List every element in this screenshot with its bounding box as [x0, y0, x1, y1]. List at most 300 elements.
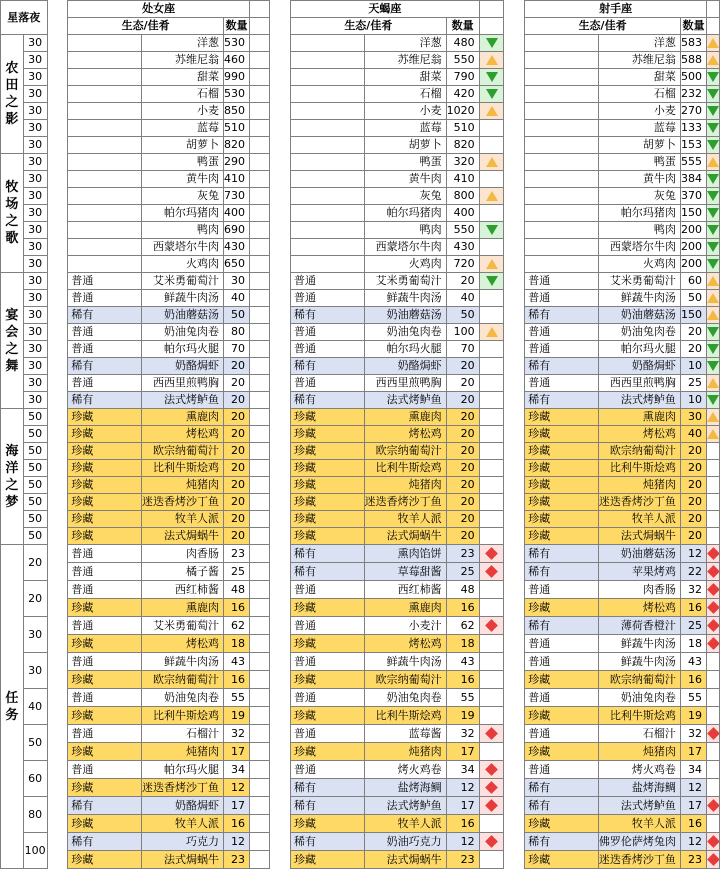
trend-cell — [707, 797, 720, 815]
item-quantity: 10 — [680, 392, 706, 409]
column-gap — [504, 307, 525, 324]
level-cell: 50 — [23, 528, 47, 545]
red-diamond-icon — [707, 547, 720, 560]
down-triangle-icon — [486, 225, 498, 235]
level-cell: 30 — [23, 341, 47, 358]
item-quantity: 20 — [446, 528, 479, 545]
trend-cell — [707, 443, 720, 460]
down-triangle-icon — [707, 174, 719, 184]
item-name: 蓝莓 — [598, 120, 680, 137]
column-gap — [47, 154, 68, 171]
rarity-tag: 珍藏 — [525, 511, 599, 528]
item-quantity: 55 — [446, 689, 479, 707]
item-name: 灰兔 — [142, 188, 224, 205]
column-gap — [47, 581, 68, 599]
trend-cell — [250, 815, 270, 833]
up-triangle-icon — [486, 327, 498, 337]
down-triangle-icon — [486, 38, 498, 48]
item-name: 草莓甜酱 — [364, 563, 446, 581]
level-cell: 30 — [23, 86, 47, 103]
item-quantity: 20 — [446, 477, 479, 494]
column-gap — [47, 239, 68, 256]
rarity-tag: 普通 — [525, 635, 599, 653]
column-gap — [270, 273, 291, 290]
down-triangle-icon — [707, 327, 719, 337]
column-gap — [504, 154, 525, 171]
item-name: 帕尔玛猪肉 — [364, 205, 446, 222]
column-gap — [504, 545, 525, 563]
column-gap — [270, 725, 291, 743]
trend-cell — [479, 851, 504, 869]
rarity-tag: 珍藏 — [291, 851, 365, 869]
rarity-tag — [291, 35, 365, 52]
item-quantity: 650 — [224, 256, 250, 273]
red-diamond-icon — [485, 835, 498, 848]
column-gap — [270, 341, 291, 358]
item-name: 甜菜 — [142, 69, 224, 86]
item-name: 小麦 — [364, 103, 446, 120]
item-name: 烤松鸡 — [142, 426, 224, 443]
item-quantity: 12 — [680, 545, 706, 563]
rarity-tag: 珍藏 — [68, 426, 142, 443]
column-gap — [47, 1, 68, 18]
item-quantity: 17 — [224, 797, 250, 815]
item-name: 欧宗纳葡萄汁 — [364, 671, 446, 689]
item-quantity: 20 — [446, 426, 479, 443]
column-gap — [270, 528, 291, 545]
trend-column-header — [707, 18, 720, 35]
item-name: 法式烤鲈鱼 — [142, 392, 224, 409]
red-diamond-icon — [707, 619, 720, 632]
rarity-tag: 普通 — [68, 653, 142, 671]
rarity-tag — [525, 86, 599, 103]
item-name: 奶油蘑菇汤 — [598, 307, 680, 324]
item-quantity: 150 — [680, 205, 706, 222]
trend-cell — [707, 188, 720, 205]
rarity-tag — [68, 256, 142, 273]
item-quantity: 18 — [224, 635, 250, 653]
rarity-tag — [68, 188, 142, 205]
column-gap — [504, 761, 525, 779]
item-quantity: 32 — [224, 725, 250, 743]
section-label: 任务 — [1, 545, 24, 869]
trend-cell — [707, 833, 720, 851]
trend-cell — [479, 477, 504, 494]
trend-cell — [707, 635, 720, 653]
trend-cell — [250, 341, 270, 358]
rarity-tag: 珍藏 — [525, 443, 599, 460]
item-quantity: 25 — [446, 563, 479, 581]
trend-cell — [707, 256, 720, 273]
item-quantity: 12 — [680, 779, 706, 797]
item-quantity: 20 — [680, 511, 706, 528]
column-gap — [47, 743, 68, 761]
item-quantity: 232 — [680, 86, 706, 103]
item-quantity: 410 — [224, 171, 250, 188]
item-quantity: 20 — [680, 528, 706, 545]
column-gap — [504, 563, 525, 581]
rarity-tag: 珍藏 — [68, 477, 142, 494]
level-cell: 30 — [23, 617, 47, 653]
down-triangle-icon — [707, 208, 719, 218]
column-gap — [504, 341, 525, 358]
trend-cell — [479, 120, 504, 137]
trend-cell — [250, 707, 270, 725]
item-name: 艾米勇葡萄汁 — [598, 273, 680, 290]
column-gap — [47, 222, 68, 239]
column-gap — [47, 671, 68, 689]
item-name: 蓝莓 — [142, 120, 224, 137]
item-name: 欧宗纳葡萄汁 — [142, 671, 224, 689]
trend-cell — [479, 375, 504, 392]
column-gap — [504, 443, 525, 460]
trend-cell — [479, 52, 504, 69]
item-quantity: 20 — [224, 460, 250, 477]
column-gap — [270, 35, 291, 52]
rarity-tag: 普通 — [68, 273, 142, 290]
up-triangle-icon — [707, 276, 719, 286]
red-diamond-icon — [707, 853, 720, 866]
zone-header: 处女座 — [68, 1, 250, 18]
column-gap — [47, 341, 68, 358]
item-name: 迷迭香烤沙丁鱼 — [142, 779, 224, 797]
rarity-tag: 稀有 — [68, 307, 142, 324]
item-quantity: 20 — [680, 460, 706, 477]
rarity-tag: 稀有 — [525, 617, 599, 635]
rarity-tag — [291, 154, 365, 171]
level-cell: 30 — [23, 52, 47, 69]
column-gap — [504, 120, 525, 137]
item-name: 奶油兔肉卷 — [598, 689, 680, 707]
trend-cell — [250, 494, 270, 511]
item-quantity: 530 — [224, 35, 250, 52]
rarity-tag: 珍藏 — [291, 443, 365, 460]
level-cell: 80 — [23, 797, 47, 833]
item-quantity: 588 — [680, 52, 706, 69]
level-cell: 30 — [23, 239, 47, 256]
item-column-header: 生态/佳肴 — [68, 18, 224, 35]
up-triangle-icon — [707, 378, 719, 388]
item-quantity: 583 — [680, 35, 706, 52]
trend-cell — [707, 69, 720, 86]
level-cell: 40 — [23, 689, 47, 725]
up-triangle-icon — [707, 157, 719, 167]
column-gap — [270, 86, 291, 103]
column-gap — [504, 69, 525, 86]
column-gap — [270, 392, 291, 409]
item-name: 胡萝卜 — [142, 137, 224, 154]
item-quantity: 17 — [680, 797, 706, 815]
rarity-tag: 稀有 — [525, 563, 599, 581]
item-quantity: 20 — [224, 511, 250, 528]
rarity-tag — [525, 120, 599, 137]
trend-cell — [707, 851, 720, 869]
item-name: 牧羊人派 — [598, 815, 680, 833]
item-quantity: 32 — [680, 581, 706, 599]
column-gap — [47, 528, 68, 545]
trend-cell — [707, 494, 720, 511]
rarity-tag: 稀有 — [291, 833, 365, 851]
column-gap — [270, 671, 291, 689]
column-gap — [270, 833, 291, 851]
item-quantity: 16 — [680, 599, 706, 617]
column-gap — [504, 725, 525, 743]
column-gap — [47, 375, 68, 392]
item-column-header: 生态/佳肴 — [525, 18, 681, 35]
column-gap — [270, 137, 291, 154]
column-gap — [504, 375, 525, 392]
up-triangle-icon — [707, 310, 719, 320]
item-name: 烤松鸡 — [598, 426, 680, 443]
column-gap — [270, 443, 291, 460]
item-quantity: 48 — [224, 581, 250, 599]
trend-cell — [707, 239, 720, 256]
column-gap — [270, 797, 291, 815]
rarity-tag: 珍藏 — [291, 815, 365, 833]
rarity-tag — [68, 103, 142, 120]
level-cell: 60 — [23, 761, 47, 797]
up-triangle-icon — [486, 157, 498, 167]
column-gap — [270, 426, 291, 443]
item-quantity: 23 — [224, 851, 250, 869]
column-gap — [47, 273, 68, 290]
trend-cell — [479, 707, 504, 725]
level-cell: 30 — [23, 358, 47, 375]
trend-cell — [250, 563, 270, 581]
section-label: 牧场之歌 — [1, 154, 24, 273]
trend-cell — [250, 743, 270, 761]
rarity-tag: 稀有 — [525, 358, 599, 375]
rarity-tag — [291, 103, 365, 120]
trend-cell — [707, 581, 720, 599]
trend-cell — [707, 528, 720, 545]
trend-cell — [707, 653, 720, 671]
trend-cell — [250, 409, 270, 426]
item-quantity: 12 — [224, 833, 250, 851]
item-name: 奶酪焗虾 — [598, 358, 680, 375]
rarity-tag: 普通 — [291, 324, 365, 341]
item-name: 比利牛斯烩鸡 — [364, 460, 446, 477]
item-quantity: 34 — [224, 761, 250, 779]
item-name: 鸭蛋 — [598, 154, 680, 171]
rarity-tag: 稀有 — [525, 797, 599, 815]
column-gap — [270, 154, 291, 171]
trend-cell — [250, 86, 270, 103]
level-cell: 30 — [23, 273, 47, 290]
rarity-tag: 普通 — [291, 689, 365, 707]
item-name: 西蒙塔尔牛肉 — [142, 239, 224, 256]
column-gap — [504, 743, 525, 761]
trend-cell — [707, 120, 720, 137]
item-quantity: 19 — [224, 707, 250, 725]
item-name: 烤火鸡卷 — [598, 761, 680, 779]
item-quantity: 20 — [680, 443, 706, 460]
up-triangle-icon — [486, 259, 498, 269]
trend-cell — [479, 797, 504, 815]
item-name: 胡萝卜 — [364, 137, 446, 154]
rarity-tag: 珍藏 — [68, 851, 142, 869]
rarity-tag: 稀有 — [291, 779, 365, 797]
item-name: 熏鹿肉 — [142, 599, 224, 617]
rarity-tag: 珍藏 — [68, 409, 142, 426]
item-name: 奶油蘑菇汤 — [598, 545, 680, 563]
rarity-tag: 稀有 — [291, 358, 365, 375]
rarity-tag: 珍藏 — [525, 426, 599, 443]
column-gap — [504, 103, 525, 120]
trend-cell — [707, 171, 720, 188]
item-name: 苏维尼翁 — [364, 52, 446, 69]
item-quantity: 384 — [680, 171, 706, 188]
column-gap — [504, 494, 525, 511]
trend-cell — [250, 392, 270, 409]
red-diamond-icon — [707, 637, 720, 650]
item-quantity: 20 — [680, 341, 706, 358]
column-gap — [504, 653, 525, 671]
rarity-tag: 普通 — [525, 581, 599, 599]
column-gap — [47, 290, 68, 307]
rarity-tag: 珍藏 — [68, 707, 142, 725]
item-name: 法式烤鲈鱼 — [364, 797, 446, 815]
column-gap — [504, 851, 525, 869]
item-quantity: 43 — [680, 653, 706, 671]
item-quantity: 16 — [224, 599, 250, 617]
trend-cell — [707, 307, 720, 324]
level-cell: 30 — [23, 375, 47, 392]
item-quantity: 20 — [446, 511, 479, 528]
rarity-tag: 普通 — [525, 689, 599, 707]
item-name: 鲜蔬牛肉汤 — [598, 653, 680, 671]
trend-cell — [479, 581, 504, 599]
trend-cell — [479, 188, 504, 205]
rarity-tag: 普通 — [291, 341, 365, 358]
trend-column-header — [479, 18, 504, 35]
item-quantity: 12 — [446, 833, 479, 851]
column-gap — [47, 137, 68, 154]
column-gap — [47, 205, 68, 222]
trend-cell — [250, 307, 270, 324]
trend-cell — [479, 599, 504, 617]
column-gap — [504, 290, 525, 307]
item-name: 法式烤鲈鱼 — [598, 392, 680, 409]
trend-cell — [479, 671, 504, 689]
trend-cell — [707, 689, 720, 707]
item-name: 法式焗蜗牛 — [142, 851, 224, 869]
trend-cell — [707, 743, 720, 761]
corner-header: 星落夜 — [1, 1, 48, 35]
rarity-tag: 普通 — [68, 563, 142, 581]
item-quantity: 20 — [446, 443, 479, 460]
trend-cell — [250, 69, 270, 86]
trend-cell — [479, 256, 504, 273]
trend-cell — [250, 273, 270, 290]
item-quantity: 80 — [224, 324, 250, 341]
trend-cell — [479, 511, 504, 528]
item-quantity: 16 — [224, 815, 250, 833]
trend-cell — [707, 375, 720, 392]
column-gap — [47, 851, 68, 869]
column-gap — [504, 528, 525, 545]
item-name: 炖猪肉 — [364, 477, 446, 494]
up-triangle-icon — [486, 106, 498, 116]
column-gap — [270, 581, 291, 599]
item-name: 火鸡肉 — [598, 256, 680, 273]
rarity-tag — [291, 222, 365, 239]
rarity-tag: 普通 — [68, 725, 142, 743]
item-quantity: 50 — [446, 307, 479, 324]
trend-cell — [479, 833, 504, 851]
column-gap — [504, 797, 525, 815]
up-triangle-icon — [486, 55, 498, 65]
item-name: 奶油兔肉卷 — [364, 689, 446, 707]
column-gap — [504, 617, 525, 635]
item-quantity: 22 — [680, 563, 706, 581]
item-name: 奶油蘑菇汤 — [142, 307, 224, 324]
down-triangle-icon — [707, 140, 719, 150]
trend-cell — [250, 256, 270, 273]
item-name: 小麦 — [142, 103, 224, 120]
item-quantity: 133 — [680, 120, 706, 137]
column-gap — [47, 426, 68, 443]
column-gap — [47, 635, 68, 653]
rarity-tag: 普通 — [291, 290, 365, 307]
column-gap — [47, 779, 68, 797]
level-cell: 30 — [23, 35, 47, 52]
trend-cell — [707, 392, 720, 409]
item-name: 比利牛斯烩鸡 — [598, 460, 680, 477]
rarity-tag: 珍藏 — [68, 511, 142, 528]
rarity-tag: 珍藏 — [68, 743, 142, 761]
red-diamond-icon — [485, 565, 498, 578]
item-name: 比利牛斯烩鸡 — [142, 460, 224, 477]
column-gap — [47, 599, 68, 617]
item-name: 法式焗蜗牛 — [364, 528, 446, 545]
trend-cell — [707, 35, 720, 52]
item-name: 胡萝卜 — [598, 137, 680, 154]
rarity-tag: 珍藏 — [68, 494, 142, 511]
column-gap — [270, 409, 291, 426]
trend-cell — [479, 69, 504, 86]
rarity-tag: 珍藏 — [525, 494, 599, 511]
item-quantity: 34 — [680, 761, 706, 779]
rarity-tag: 普通 — [68, 581, 142, 599]
rarity-tag: 珍藏 — [68, 815, 142, 833]
rarity-tag: 稀有 — [68, 392, 142, 409]
red-diamond-icon — [707, 583, 720, 596]
level-cell: 30 — [23, 188, 47, 205]
item-quantity: 16 — [446, 671, 479, 689]
item-name: 欧宗纳葡萄汁 — [598, 671, 680, 689]
item-quantity: 20 — [224, 426, 250, 443]
item-name: 鲜蔬牛肉汤 — [598, 290, 680, 307]
item-name: 奶酪焗虾 — [364, 358, 446, 375]
item-name: 西西里煎鸭胸 — [142, 375, 224, 392]
rarity-tag: 珍藏 — [291, 635, 365, 653]
column-gap — [270, 188, 291, 205]
red-diamond-icon — [707, 601, 720, 614]
item-name: 奶酪焗虾 — [142, 358, 224, 375]
item-name: 比利牛斯烩鸡 — [598, 707, 680, 725]
column-gap — [47, 35, 68, 52]
red-diamond-icon — [707, 727, 720, 740]
column-gap — [504, 599, 525, 617]
column-gap — [47, 545, 68, 563]
trend-cell — [250, 375, 270, 392]
rarity-tag: 普通 — [291, 375, 365, 392]
item-name: 西红柿酱 — [364, 581, 446, 599]
column-gap — [270, 460, 291, 477]
item-quantity: 30 — [680, 409, 706, 426]
item-name: 奶油兔肉卷 — [598, 324, 680, 341]
